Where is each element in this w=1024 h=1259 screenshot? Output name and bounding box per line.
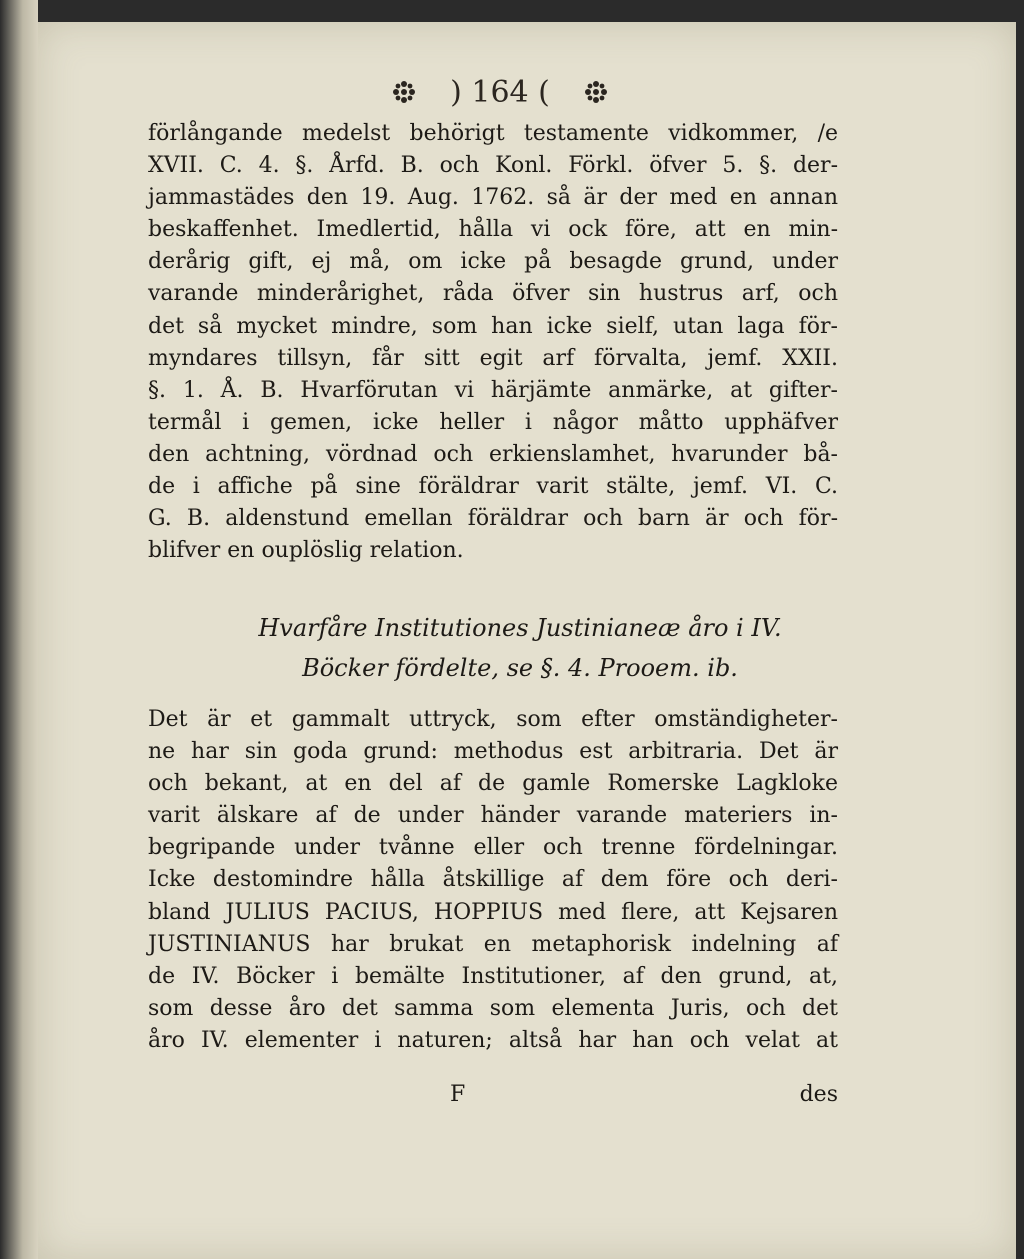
signature-mark: F [450,1082,466,1107]
heading-line: Böcker fördelte, se §. 4. Prooem. ib. [302,654,738,682]
text-line: varit älskare af de under händer varande materiers in- [148,803,838,829]
page-header [290,64,710,120]
paragraph-body [148,704,838,1057]
text-line: JUSTINIANUS har brukat en metaphorisk indelning af [148,931,838,957]
page-footer [148,1082,838,1114]
text-line: åro IV. elementer i naturen; altså har han och velat at [148,1027,838,1053]
text-line: termål i gemen, icke heller i någor måtto upphäfver [148,409,838,435]
text-line: och bekant, at en del af de gamle Romerske Lagkloke [148,771,838,797]
text-line: §. 1. Å. B. Hvarförutan vi härjämte anmärke, at gifter- [148,377,838,403]
page-number: ) 164 ( [450,74,550,110]
book-gutter [0,0,38,1259]
text-line: ne har sin goda grund: methodus est arbitraria. Det är [148,739,838,765]
text-line: de i affiche på sine föräldrar varit stälte, jemf. VI. C. [148,474,838,500]
text-line: blifver en ouplöslig relation. [148,538,464,564]
text-line: derårig gift, ej må, om icke på besagde grund, under [148,249,838,275]
right-fleuron-icon [584,80,608,104]
text-line: bland JULIUS PACIUS, HOPPIUS med flere, att Kejsaren [148,899,838,925]
text-line: Det är et gammalt uttryck, som efter omständigheter- [148,707,838,732]
left-fleuron-icon [392,80,416,104]
section-heading [200,608,840,688]
text-line: varande minderårighet, råda öfver sin hustrus arf, och [148,281,838,307]
text-line: G. B. aldenstund emellan föräldrar och barn är och för- [148,506,838,532]
text-line: begripande under tvånne eller och trenne fördelningar. [148,835,838,861]
heading-line: Hvarfåre Institutiones Justinianeæ åro i IV. [258,614,782,642]
text-line: beskaffenhet. Imedlertid, hålla vi ock före, att en min- [148,217,838,243]
text-line: XVII. C. 4. §. Årfd. B. och Konl. Förkl. öfver 5. §. der- [148,153,838,179]
text-line: myndares tillsyn, får sitt egit arf förvalta, jemf. XXII. [148,345,838,371]
text-line: den achtning, vördnad och erkienslamhet, hvarunder bå- [148,441,838,467]
text-line: jammastädes den 19. Aug. 1762. så är der med en annan [148,185,838,211]
text-line: som desse åro det samma som elementa Juris, och det [148,995,838,1021]
catchword: des [799,1082,838,1107]
text-line: de IV. Böcker i bemälte Institutioner, af den grund, at, [148,963,838,989]
text-line: Icke destomindre hålla åtskillige af dem före och deri- [148,867,838,893]
text-line: det så mycket mindre, som han icke sielf, utan laga för- [148,313,838,339]
paragraph-continued [148,118,838,567]
text-line: förlångande medelst behörigt testamente vidkommer, /e [148,121,838,146]
